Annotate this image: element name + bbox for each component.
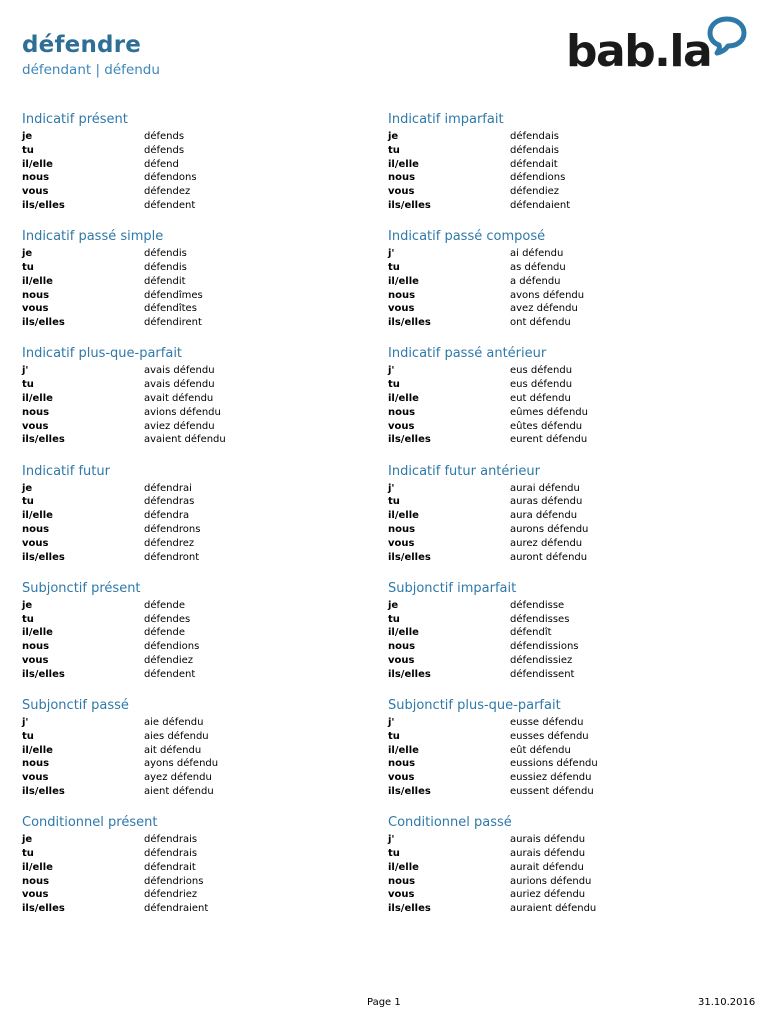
conjugation-row <box>22 482 382 496</box>
pronoun: j' <box>388 834 395 846</box>
pronoun: tu <box>22 496 34 508</box>
pronoun: il/elle <box>388 275 419 287</box>
verb-form: avaient défendu <box>144 434 226 446</box>
pronoun: tu <box>22 379 34 391</box>
brand-logo[interactable] <box>566 20 756 82</box>
tense-title: Indicatif passé simple <box>22 229 164 245</box>
verb-form: défend <box>144 158 179 170</box>
pronoun: il/elle <box>388 392 419 404</box>
conjugation-row <box>388 888 748 902</box>
tense-section <box>22 814 382 916</box>
verb-form: défendions <box>510 172 566 184</box>
pronoun: tu <box>22 144 34 156</box>
conjugation-row <box>388 626 748 640</box>
verb-form: ai défendu <box>510 248 564 260</box>
conjugation-row <box>22 364 382 378</box>
conjugation-row <box>22 130 382 144</box>
pronoun: ils/elles <box>388 317 431 329</box>
verb-form: défendrai <box>144 482 192 494</box>
verb-form: défendiez <box>144 654 194 666</box>
verb-form: ayez défendu <box>144 772 212 784</box>
pronoun: je <box>22 599 33 611</box>
verb-form: défendirent <box>144 317 202 329</box>
pronoun: tu <box>22 730 34 742</box>
pronoun: nous <box>22 758 50 770</box>
conjugation-row <box>388 902 748 916</box>
pronoun: il/elle <box>388 861 419 873</box>
verb-form: défendront <box>144 551 200 563</box>
tense-section <box>22 463 382 565</box>
verb-form: auriez défendu <box>510 889 586 901</box>
verb-form: avait défendu <box>144 392 214 404</box>
verb-form: défendrons <box>144 523 201 535</box>
pronoun: ils/elles <box>388 199 431 211</box>
tense-section <box>22 580 382 682</box>
verb-form: défendent <box>144 199 196 211</box>
conjugation-row <box>388 378 748 392</box>
verb-form: défendras <box>144 496 195 508</box>
pronoun: ils/elles <box>388 903 431 915</box>
tense-title: Indicatif imparfait <box>388 112 504 127</box>
conjugation-row <box>22 199 382 213</box>
pronoun: ils/elles <box>22 903 65 915</box>
verb-form: avez défendu <box>510 303 578 315</box>
verb-form: défendissiez <box>510 654 573 666</box>
verb-form: défendiez <box>510 186 560 198</box>
pronoun: vous <box>388 303 415 315</box>
conjugation-row <box>22 144 382 158</box>
pronoun: tu <box>388 261 400 273</box>
pronoun: ils/elles <box>22 551 65 563</box>
conjugation-row <box>388 495 748 509</box>
conjugation-row <box>388 316 748 330</box>
tense-section <box>388 580 748 682</box>
verb-form: aurais défendu <box>510 847 586 859</box>
pronoun: il/elle <box>22 744 53 756</box>
tense-section <box>388 228 748 330</box>
conjugation-row <box>22 785 382 799</box>
conjugation-row <box>22 275 382 289</box>
pronoun: vous <box>388 889 415 901</box>
verb-form: défendissions <box>510 641 579 653</box>
pronoun: tu <box>388 144 400 156</box>
conjugation-row <box>22 599 382 613</box>
conjugation-row <box>388 523 748 537</box>
pronoun: vous <box>22 772 49 784</box>
print-date: 31.10.2016 <box>698 997 756 1008</box>
verb-form: défends <box>144 131 185 142</box>
pronoun: il/elle <box>22 627 53 639</box>
pronoun: ils/elles <box>22 434 65 446</box>
verb-form: eusses défendu <box>510 730 589 742</box>
verb-form: défendisses <box>510 613 570 625</box>
conjugation-row <box>22 888 382 902</box>
pronoun: vous <box>388 186 415 198</box>
conjugation-row <box>22 523 382 537</box>
conjugation-row <box>388 668 748 682</box>
pronoun: ils/elles <box>388 668 431 680</box>
pronoun: nous <box>22 406 50 418</box>
pronoun: nous <box>388 758 416 770</box>
conjugation-row <box>388 289 748 303</box>
tense-title: Indicatif présent <box>22 112 128 127</box>
verb-form: aurions défendu <box>510 875 592 887</box>
pronoun: j' <box>22 717 29 728</box>
pronoun: vous <box>388 420 415 432</box>
pronoun: il/elle <box>22 158 53 170</box>
verb-form: eus défendu <box>510 379 573 391</box>
verb-form: eus défendu <box>510 365 573 377</box>
pronoun: tu <box>388 847 400 859</box>
verb-form: ayons défendu <box>144 758 219 770</box>
tense-section <box>388 111 748 213</box>
verb-form: défende <box>144 599 186 611</box>
tense-section <box>22 228 382 330</box>
conjugation-row <box>22 626 382 640</box>
verb-form: auront défendu <box>510 551 588 563</box>
pronoun: nous <box>22 289 50 301</box>
pronoun: vous <box>22 186 49 198</box>
pronoun: vous <box>22 303 49 315</box>
conjugation-row <box>388 130 748 144</box>
tense-title: Indicatif passé antérieur <box>388 346 547 362</box>
conjugation-row <box>22 613 382 627</box>
conjugation-row <box>388 847 748 861</box>
pronoun: nous <box>388 289 416 301</box>
tense-title: Subjonctif présent <box>22 580 141 596</box>
conjugation-row <box>388 433 748 447</box>
conjugation-row <box>22 551 382 565</box>
tense-title: Indicatif passé composé <box>388 229 546 245</box>
verb-form: défendra <box>144 510 190 522</box>
conjugation-row <box>22 495 382 509</box>
conjugation-row <box>22 833 382 847</box>
verb-form: eûtes défendu <box>510 420 583 432</box>
conjugation-row <box>388 171 748 185</box>
conjugation-row <box>388 613 748 627</box>
tense-section <box>388 463 748 565</box>
verb-form: défendît <box>510 627 552 639</box>
conjugation-row <box>388 875 748 889</box>
conjugation-row <box>22 289 382 303</box>
verb-form: aurait défendu <box>510 861 584 873</box>
verb-form: défendes <box>144 613 191 625</box>
pronoun: vous <box>388 772 415 784</box>
verb-form: a défendu <box>510 275 561 287</box>
pronoun: tu <box>22 847 34 859</box>
conjugation-row <box>22 316 382 330</box>
pronoun: il/elle <box>22 861 53 873</box>
conjugation-row <box>388 833 748 847</box>
conjugation-row <box>388 744 748 758</box>
verb-form: défendrions <box>144 875 204 887</box>
conjugation-row <box>388 757 748 771</box>
pronoun: il/elle <box>22 275 53 287</box>
conjugation-row <box>388 599 748 613</box>
conjugation-row <box>388 771 748 785</box>
verb-form: aura défendu <box>510 510 578 522</box>
verb-form: défendrait <box>144 861 196 873</box>
pronoun: il/elle <box>22 392 53 404</box>
participles: défendant | défendu <box>22 62 160 78</box>
tense-title: Indicatif futur <box>22 463 110 479</box>
pronoun: je <box>22 131 33 142</box>
conjugation-row <box>388 785 748 799</box>
pronoun: tu <box>388 379 400 391</box>
pronoun: j' <box>388 717 395 728</box>
pronoun: nous <box>388 406 416 418</box>
verb-form: défendisse <box>510 599 565 611</box>
conjugation-row <box>22 902 382 916</box>
verb-form: aurez défendu <box>510 537 583 549</box>
verb-form: aviez défendu <box>144 420 215 432</box>
verb-form: eût défendu <box>510 744 571 756</box>
pronoun: j' <box>388 365 395 377</box>
pronoun: ils/elles <box>388 785 431 797</box>
conjugation-row <box>388 730 748 744</box>
pronoun: nous <box>22 523 50 535</box>
pronoun: je <box>22 482 33 494</box>
pronoun: je <box>22 248 33 260</box>
conjugation-row <box>388 482 748 496</box>
conjugation-row <box>22 771 382 785</box>
pronoun: j' <box>22 365 29 377</box>
conjugation-row <box>388 392 748 406</box>
conjugation-row <box>22 744 382 758</box>
verb-form: défendaient <box>510 199 571 211</box>
verb-form: aurais défendu <box>510 834 586 846</box>
verb-form: défendrez <box>144 537 195 549</box>
verb-form: eurent défendu <box>510 434 588 446</box>
tense-section <box>22 111 382 213</box>
verb-form: eut défendu <box>510 392 571 404</box>
pronoun: nous <box>388 172 416 184</box>
conjugation-row <box>388 861 748 875</box>
verb-form: défendîtes <box>144 303 197 315</box>
verb-form: eussions défendu <box>510 758 598 770</box>
conjugation-row <box>22 185 382 199</box>
conjugation-row <box>388 158 748 172</box>
tense-title: Conditionnel présent <box>22 815 158 831</box>
verb-form: eussent défendu <box>510 785 594 797</box>
pronoun: il/elle <box>388 744 419 756</box>
tense-title: Indicatif plus-que-parfait <box>22 346 183 362</box>
tense-title: Subjonctif plus-que-parfait <box>388 698 561 713</box>
verb-form: aie défendu <box>144 717 204 728</box>
conjugation-row <box>22 171 382 185</box>
pronoun: tu <box>22 613 34 625</box>
conjugation-row <box>22 392 382 406</box>
conjugation-row <box>22 420 382 434</box>
conjugation-row <box>388 509 748 523</box>
pronoun: nous <box>22 875 50 887</box>
pronoun: ils/elles <box>388 551 431 563</box>
verb-form: défendons <box>144 172 197 184</box>
pronoun: vous <box>22 889 49 901</box>
conjugation-row <box>22 537 382 551</box>
conjugation-row <box>22 378 382 392</box>
speech-bubble-icon <box>706 16 748 56</box>
conjugation-row <box>388 261 748 275</box>
verb-form: défendrais <box>144 834 198 846</box>
tense-title: Conditionnel passé <box>388 815 512 831</box>
conjugation-row <box>22 509 382 523</box>
conjugation-row <box>22 668 382 682</box>
conjugation-row <box>22 654 382 668</box>
tense-title: Indicatif futur antérieur <box>388 463 540 479</box>
verb-form: défendrais <box>144 847 198 859</box>
pronoun: il/elle <box>22 510 53 522</box>
conjugation-row <box>388 654 748 668</box>
pronoun: vous <box>22 654 49 666</box>
conjugation-row <box>22 302 382 316</box>
verb-form: défendait <box>510 158 558 170</box>
pronoun: ils/elles <box>22 785 65 797</box>
pronoun: ils/elles <box>388 434 431 446</box>
verb-form: avions défendu <box>144 406 221 418</box>
pronoun: vous <box>22 537 49 549</box>
pronoun: tu <box>388 613 400 625</box>
conjugation-row <box>388 551 748 565</box>
conjugation-row <box>22 261 382 275</box>
pronoun: j' <box>388 482 395 494</box>
tense-section <box>388 345 748 447</box>
conjugation-row <box>22 861 382 875</box>
pronoun: vous <box>22 420 49 432</box>
pronoun: ils/elles <box>22 668 65 680</box>
page-number: Page 1 <box>367 997 401 1008</box>
verb-form: défends <box>144 144 185 156</box>
verb-form: défendissent <box>510 668 575 680</box>
tense-section <box>22 697 382 799</box>
conjugation-row <box>388 199 748 213</box>
conjugation-row <box>388 247 748 261</box>
pronoun: nous <box>388 641 416 653</box>
pronoun: il/elle <box>388 510 419 522</box>
verb-form: auraient défendu <box>510 903 597 915</box>
verb-form: auras défendu <box>510 496 583 508</box>
pronoun: tu <box>388 730 400 742</box>
pronoun: il/elle <box>388 627 419 639</box>
verb-form: défendis <box>144 248 187 260</box>
pronoun: nous <box>22 641 50 653</box>
verb-form: défendions <box>144 641 200 653</box>
conjugation-row <box>388 716 748 730</box>
verb-form: avons défendu <box>510 289 585 301</box>
pronoun: nous <box>388 523 416 535</box>
verb-form: ait défendu <box>144 744 202 756</box>
pronoun: je <box>22 834 33 846</box>
verb-form: eûmes défendu <box>510 406 588 418</box>
pronoun: vous <box>388 654 415 666</box>
verb-form: aurons défendu <box>510 523 589 535</box>
verb-form: eusse défendu <box>510 717 584 728</box>
tense-section <box>388 697 748 799</box>
conjugation-row <box>388 144 748 158</box>
pronoun: nous <box>388 875 416 887</box>
verb-form: défendais <box>510 131 559 142</box>
verb-form: défendriez <box>144 889 198 901</box>
verb-form: défendent <box>144 668 196 680</box>
verb-form: avais défendu <box>144 365 215 377</box>
pronoun: vous <box>388 537 415 549</box>
conjugation-row <box>388 406 748 420</box>
conjugation-row <box>22 847 382 861</box>
verb-form: aies défendu <box>144 730 209 742</box>
verb-form: défendit <box>144 275 186 287</box>
pronoun: tu <box>22 261 34 273</box>
pronoun: ils/elles <box>22 199 65 211</box>
conjugation-row <box>22 875 382 889</box>
verb-form: défendîmes <box>144 289 203 301</box>
verb-form: défendais <box>510 144 559 156</box>
conjugation-row <box>22 158 382 172</box>
verb-form: aurai défendu <box>510 482 580 494</box>
conjugation-row <box>388 364 748 378</box>
pronoun: je <box>388 131 399 142</box>
conjugation-row <box>22 730 382 744</box>
conjugation-row <box>22 716 382 730</box>
pronoun: ils/elles <box>22 317 65 329</box>
verb-form: aient défendu <box>144 785 214 797</box>
conjugation-row <box>22 757 382 771</box>
verb-form: avais défendu <box>144 379 215 391</box>
tense-title: Subjonctif imparfait <box>388 580 517 596</box>
conjugation-row <box>388 537 748 551</box>
pronoun: il/elle <box>388 158 419 170</box>
conjugation-row <box>22 406 382 420</box>
conjugation-row <box>388 420 748 434</box>
logo-text: bab.la <box>566 26 712 77</box>
tense-section <box>22 345 382 447</box>
conjugation-row <box>388 302 748 316</box>
verb-title: défendre <box>22 32 142 58</box>
verb-form: as défendu <box>510 261 566 273</box>
conjugation-row <box>388 640 748 654</box>
pronoun: tu <box>388 496 400 508</box>
tense-title: Subjonctif passé <box>22 698 129 713</box>
conjugation-row <box>22 247 382 261</box>
verb-form: ont défendu <box>510 317 571 329</box>
verb-form: eussiez défendu <box>510 772 592 784</box>
verb-form: défendez <box>144 186 191 198</box>
conjugation-row <box>22 640 382 654</box>
conjugation-row <box>388 185 748 199</box>
verb-form: défende <box>144 627 186 639</box>
conjugation-row <box>22 433 382 447</box>
verb-form: défendraient <box>144 903 209 915</box>
pronoun: nous <box>22 172 50 184</box>
pronoun: j' <box>388 248 395 260</box>
tense-section <box>388 814 748 916</box>
pronoun: je <box>388 599 399 611</box>
verb-form: défendis <box>144 261 187 273</box>
conjugation-row <box>388 275 748 289</box>
